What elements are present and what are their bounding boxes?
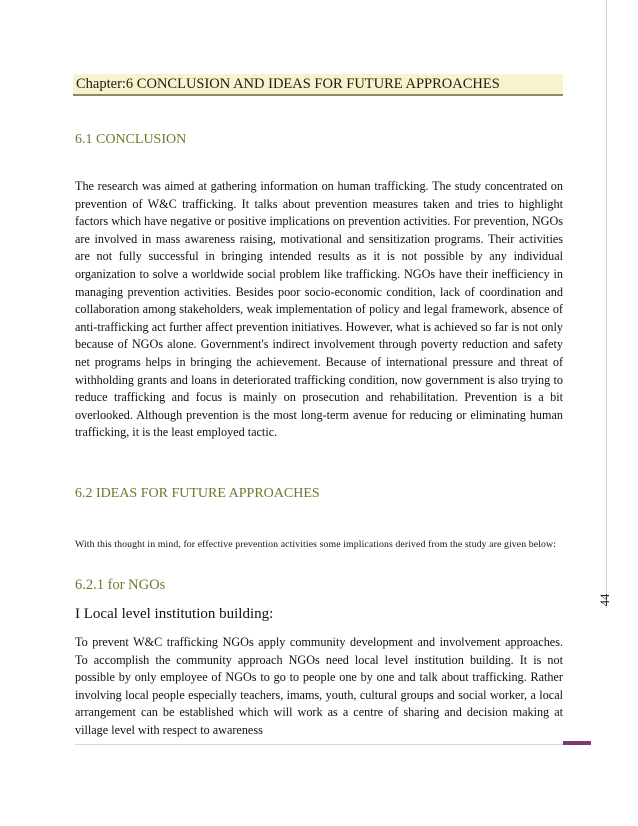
- item-heading-local-institution: I Local level institution building:: [75, 606, 274, 622]
- section-heading-conclusion: 6.1 CONCLUSION: [75, 132, 187, 147]
- subsection-heading-ngos: 6.2.1 for NGOs: [75, 577, 166, 593]
- footer-accent: [563, 741, 591, 745]
- page-number-rule: [606, 0, 607, 608]
- footer-rule: [75, 744, 563, 745]
- conclusion-paragraph: The research was aimed at gathering information on human trafficking. The study concentrated on prevention of W&C trafficking. It talks about prevention measures taken and tries to highlight factors which have negative or positive implications on prevention activities. For prevention, NGOs are involved in mass awareness raising, motivational and sensitization programs. Their activities are not fully successful in bringing intended results as it is not possible by any individual organization to solve a worldwide social problem like trafficking. NGOs have their inefficiency in managing prevention activities. Besides poor socio-economic condition, lack of coordination and collaboration among stakeholders, weak implementation of policy and legal framework, absence of anti-trafficking act further affect prevention initiatives. However, what is achieved so far is not only because of NGOs alone. Government's indirect involvement through poverty reduction and safety net programs helps in bringing the achievement. Because of international pressure and threat of withholding grants and loans in deteriorated trafficking condition, now government is also trying to reduce trafficking and focus is mainly on prosecution and rehabilitation. Prevention is a bit overlooked. Although prevention is the most long-term avenue for reducing or eliminating human trafficking, it is the least employed tactic.: [75, 179, 563, 440]
- section-heading-future-approaches: 6.2 IDEAS FOR FUTURE APPROACHES: [75, 486, 320, 501]
- chapter-title-bar: [73, 74, 563, 96]
- chapter-title: Chapter:6 CONCLUSION AND IDEAS FOR FUTURE APPROACHES: [76, 76, 500, 92]
- page-number: 44: [598, 593, 612, 607]
- future-approaches-intro: With this thought in mind, for effective prevention activities some implications derived from the study are given below:: [75, 539, 557, 550]
- local-institution-paragraph: To prevent W&C trafficking NGOs apply community development and involvement approaches. To accomplish the community approach NGOs need local level institution building. It is not possible by only employee of NGOs to go to people one by one and talk about trafficking. Rather involving local people especially teachers, imams, youth, cultural groups and social worker, a local arrangement can be established which will work as a centre of sharing and decision making at village level with respect to awareness: [75, 635, 563, 737]
